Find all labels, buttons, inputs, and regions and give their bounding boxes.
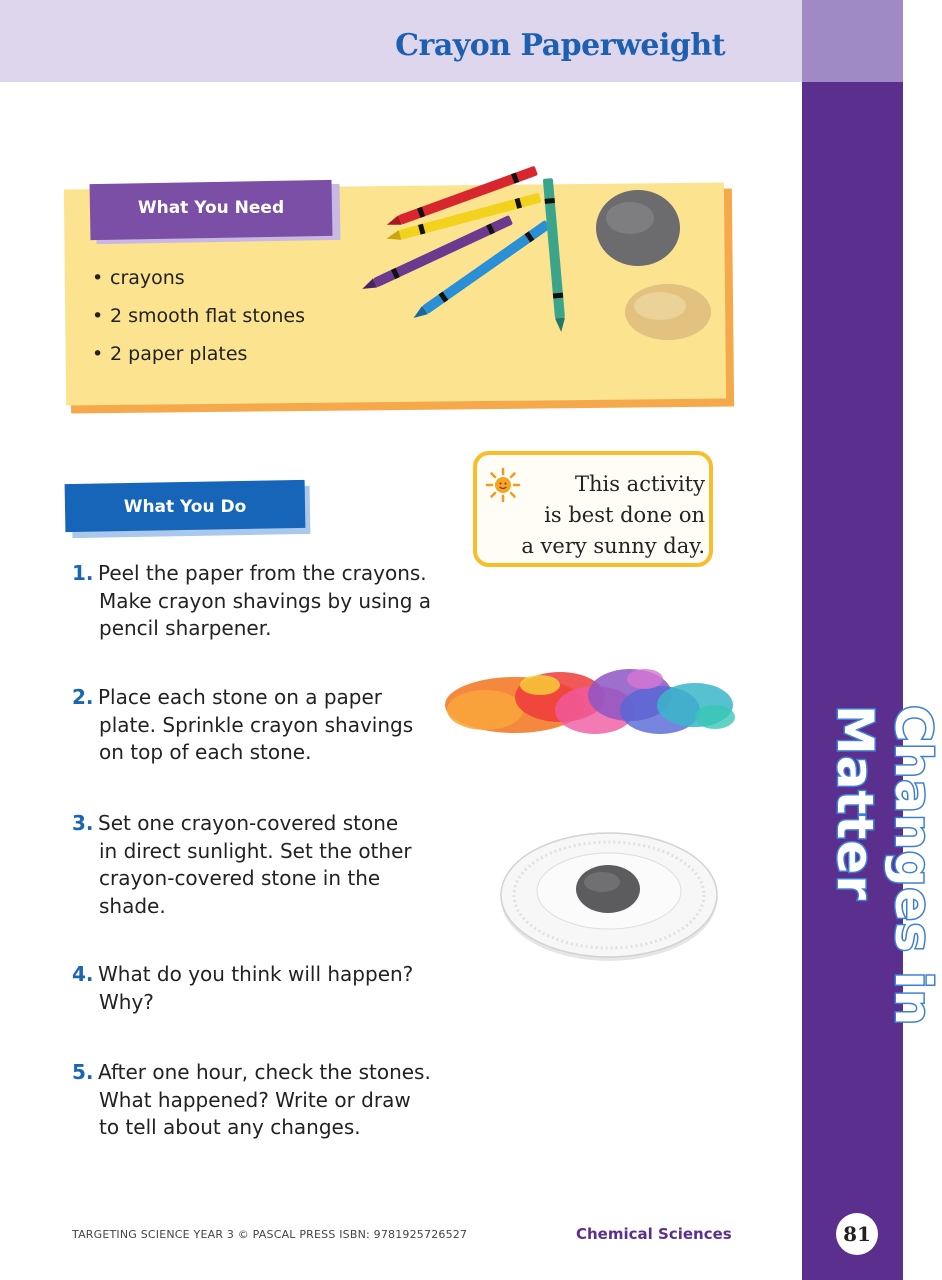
paper-plate-with-stone-image (498, 825, 720, 965)
list-item: • crayons (92, 267, 185, 289)
list-item: • 2 smooth flat stones (92, 305, 306, 327)
note-text: This activity is best done on a very sunny day. (521, 472, 705, 558)
crayons-and-stones-image (360, 150, 730, 340)
footer-section: Chemical Sciences (576, 1225, 732, 1243)
step-4: 4. What do you think will happen? Why? (72, 962, 414, 1014)
sidebar-title (826, 705, 942, 1185)
green-crayon (543, 178, 566, 332)
page-number: 81 (836, 1213, 878, 1255)
step-1: 1. Peel the paper from the crayons. Make crayon shavings by using a pencil sharpener. (72, 561, 432, 640)
what-you-need-heading: What You Need (137, 198, 285, 218)
list-item: • 2 paper plates (92, 343, 248, 365)
sunny-day-note (473, 451, 713, 567)
step-5: 5. After one hour, check the stones. What happened? Write or draw to tell about any changes. (72, 1060, 431, 1139)
page-title: Crayon Paperweight (395, 28, 725, 63)
step-3: 3. Set one crayon-covered stone in direct sunlight. Set the other crayon-covered stone in the shade. (72, 811, 412, 918)
footer-copyright: TARGETING SCIENCE YEAR 3 © PASCAL PRESS ISBN: 9781925726527 (72, 1228, 468, 1241)
sidebar-top-block (802, 0, 903, 82)
step-2: 2. Place each stone on a paper plate. Sprinkle crayon shavings on top of each stone. (72, 685, 414, 764)
crayon-shavings-image (445, 655, 737, 750)
materials-list (92, 264, 305, 378)
what-you-do-heading: What You Do (123, 497, 247, 517)
sidebar-title-text: Changes in Matter (826, 705, 942, 1027)
